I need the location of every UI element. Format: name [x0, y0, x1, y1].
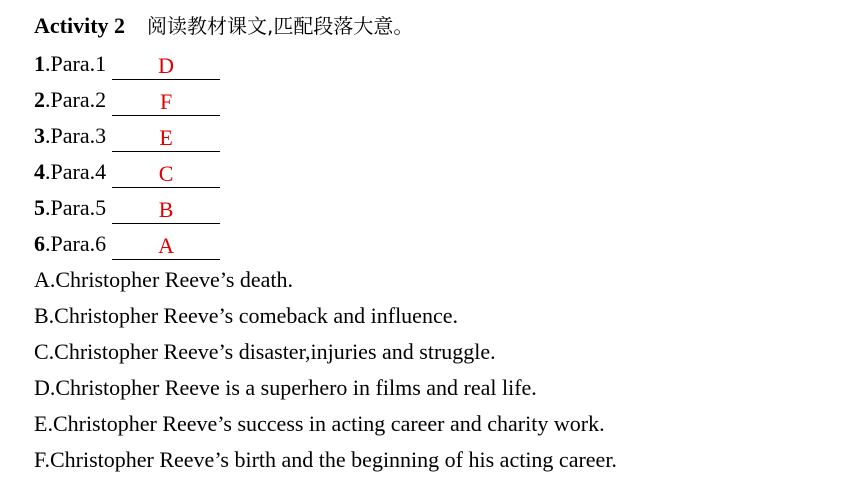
item-number: 4 — [34, 159, 45, 184]
answer-blank[interactable]: A — [112, 235, 220, 260]
activity-title: Activity 2 — [34, 13, 126, 38]
activity-instruction: 阅读教材课文,匹配段落大意。 — [147, 14, 414, 38]
answer-blank[interactable]: D — [112, 55, 220, 80]
answer-blank[interactable]: C — [112, 163, 220, 188]
item-label: .Para.4 — [45, 159, 107, 184]
matching-item — [34, 118, 220, 154]
item-label: .Para.3 — [45, 123, 107, 148]
option-d: D.Christopher Reeve is a superhero in films and real life. — [34, 375, 537, 400]
item-number: 6 — [34, 231, 45, 256]
item-number: 2 — [34, 87, 45, 112]
item-label: .Para.6 — [45, 231, 107, 256]
matching-item — [34, 226, 220, 262]
item-label: .Para.2 — [45, 87, 107, 112]
matching-item — [34, 46, 220, 82]
option-f: F.Christopher Reeve’s birth and the beginning of his acting career. — [34, 447, 617, 472]
matching-item — [34, 190, 220, 226]
answer-blank[interactable]: B — [112, 199, 220, 224]
item-number: 5 — [34, 195, 45, 220]
matching-item — [34, 154, 220, 190]
answer-blank[interactable]: F — [112, 91, 220, 116]
matching-item — [34, 82, 220, 118]
option-b: B.Christopher Reeve’s comeback and influence. — [34, 303, 458, 328]
option-c: C.Christopher Reeve’s disaster,injuries and struggle. — [34, 339, 496, 364]
option-a: A.Christopher Reeve’s death. — [34, 267, 294, 292]
option-e: E.Christopher Reeve’s success in acting career and charity work. — [34, 411, 605, 436]
matching-items — [34, 46, 220, 262]
option-list — [34, 262, 617, 478]
item-label: .Para.1 — [45, 51, 107, 76]
activity-heading — [34, 8, 413, 44]
item-number: 3 — [34, 123, 45, 148]
item-label: .Para.5 — [45, 195, 107, 220]
item-number: 1 — [34, 51, 45, 76]
answer-blank[interactable]: E — [112, 127, 220, 152]
